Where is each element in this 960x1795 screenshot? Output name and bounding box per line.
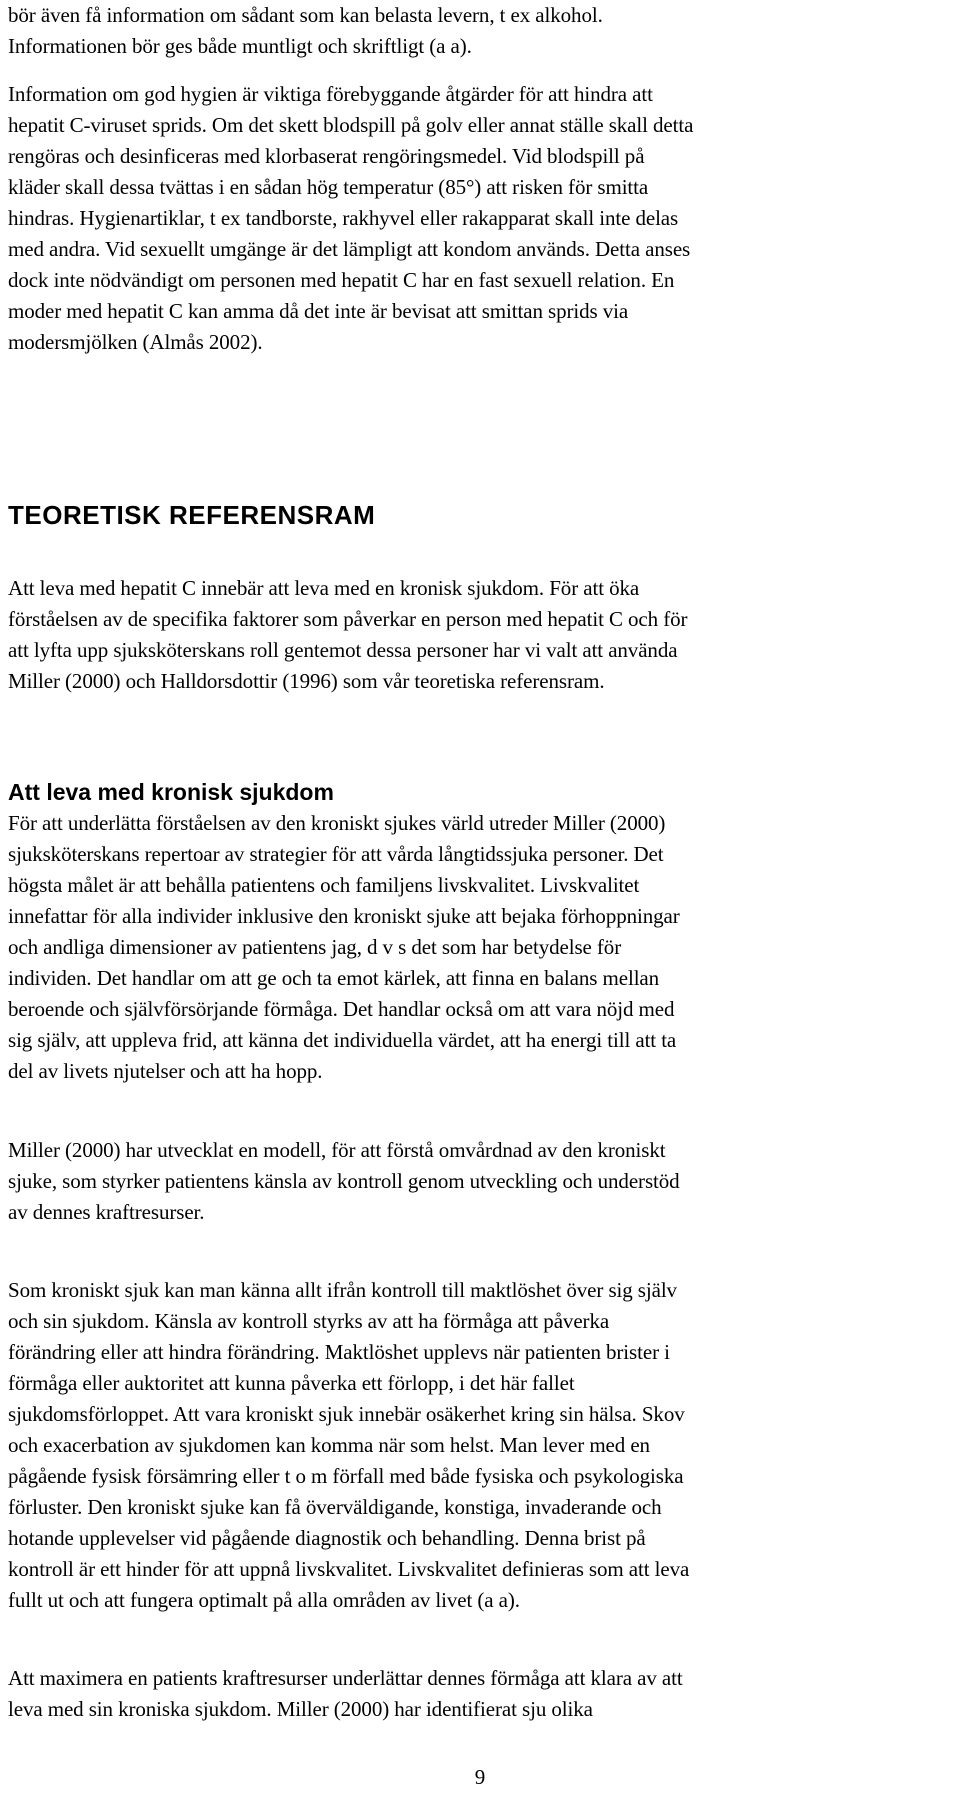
text-line: individen. Det handlar om att ge och ta emot kärlek, att finna en balans mellan xyxy=(8,966,660,990)
text-line: och sin sjukdom. Känsla av kontroll styrks av att ha förmåga att påverka xyxy=(8,1309,610,1333)
body-paragraph xyxy=(8,1275,956,1616)
text-line: kläder skall dessa tvättas i en sådan hög temperatur (85°) att risken för smitta xyxy=(8,175,649,199)
body-paragraph xyxy=(8,79,956,358)
text-line: Att maximera en patients kraftresurser underlättar dennes förmåga att klara av att xyxy=(8,1666,683,1690)
text-line: förmåga eller auktoritet att kunna påverka ett förlopp, i det här fallet xyxy=(8,1371,575,1395)
body-paragraph xyxy=(8,1663,956,1725)
text-line: Miller (2000) har utvecklat en modell, för att förstå omvårdnad av den kroniskt xyxy=(8,1138,666,1162)
section-heading: TEORETISK REFERENSRAM xyxy=(8,500,376,530)
text-line: modersmjölken (Almås 2002). xyxy=(8,330,263,354)
text-line: högsta målet är att behålla patientens och familjens livskvalitet. Livskvalitet xyxy=(8,873,640,897)
text-line: Informationen bör ges både muntligt och skriftligt (a a). xyxy=(8,34,472,58)
text-line: hotande upplevelser vid pågående diagnostik och behandling. Denna brist på xyxy=(8,1526,646,1550)
text-line: förståelsen av de specifika faktorer som påverkar en person med hepatit C och för xyxy=(8,607,688,631)
text-line: För att underlätta förståelsen av den kroniskt sjukes värld utreder Miller (2000) xyxy=(8,811,666,835)
text-line: kontroll är ett hinder för att uppnå livskvalitet. Livskvalitet definieras som att leva xyxy=(8,1557,690,1581)
text-line: och exacerbation av sjukdomen kan komma när som helst. Man lever med en xyxy=(8,1433,650,1457)
text-line: sjuke, som styrker patientens känsla av kontroll genom utveckling och understöd xyxy=(8,1169,680,1193)
text-line: rengöras och desinficeras med klorbaserat rengöringsmedel. Vid blodspill på xyxy=(8,144,645,168)
text-line: Att leva med hepatit C innebär att leva med en kronisk sjukdom. För att öka xyxy=(8,576,640,600)
text-line: och andliga dimensioner av patientens jag, d v s det som har betydelse för xyxy=(8,935,622,959)
text-line: leva med sin kroniska sjukdom. Miller (2000) har identifierat sju olika xyxy=(8,1697,593,1721)
page-number: 9 xyxy=(474,1765,486,1789)
text-line: bör även få information om sådant som kan belasta levern, t ex alkohol. xyxy=(8,3,603,27)
body-paragraph xyxy=(8,808,956,1087)
body-paragraph xyxy=(8,0,956,62)
text-line: sig själv, att uppleva frid, att känna det individuella värdet, att ha energi till att ta xyxy=(8,1028,677,1052)
body-paragraph xyxy=(8,1135,956,1228)
text-line: fullt ut och att fungera optimalt på alla områden av livet (a a). xyxy=(8,1588,520,1612)
text-line: med andra. Vid sexuellt umgänge är det lämpligt att kondom används. Detta anses xyxy=(8,237,691,261)
text-line: sjukdomsförloppet. Att vara kroniskt sjuk innebär osäkerhet kring sin hälsa. Skov xyxy=(8,1402,685,1426)
text-line: av dennes kraftresurser. xyxy=(8,1200,205,1224)
text-line: Som kroniskt sjuk kan man känna allt ifrån kontroll till maktlöshet över sig själv xyxy=(8,1278,677,1302)
text-line: moder med hepatit C kan amma då det inte är bevisat att smittan sprids via xyxy=(8,299,629,323)
text-line: Information om god hygien är viktiga förebyggande åtgärder för att hindra att xyxy=(8,82,653,106)
text-line: Miller (2000) och Halldorsdottir (1996) som vår teoretiska referensram. xyxy=(8,669,605,693)
section-intro-paragraph xyxy=(8,573,956,697)
text-line: sjuksköterskans repertoar av strategier för att vårda långtidssjuka personer. Det xyxy=(8,842,664,866)
text-line: hepatit C-viruset sprids. Om det skett blodspill på golv eller annat ställe skall detta xyxy=(8,113,694,137)
text-line: innefattar för alla individer inklusive den kroniskt sjuke att bejaka förhoppningar xyxy=(8,904,680,928)
text-line: hindras. Hygienartiklar, t ex tandborste, rakhyvel eller rakapparat skall inte delas xyxy=(8,206,679,230)
text-line: förändring eller att hindra förändring. Maktlöshet upplevs när patienten brister i xyxy=(8,1340,670,1364)
text-line: förluster. Den kroniskt sjuke kan få överväldigande, konstiga, invaderande och xyxy=(8,1495,662,1519)
text-line: dock inte nödvändigt om personen med hepatit C har en fast sexuell relation. En xyxy=(8,268,675,292)
subsection-heading: Att leva med kronisk sjukdom xyxy=(8,779,334,805)
text-line: pågående fysisk försämring eller t o m förfall med både fysiska och psykologiska xyxy=(8,1464,684,1488)
text-line: att lyfta upp sjuksköterskans roll gentemot dessa personer har vi valt att använda xyxy=(8,638,678,662)
text-line: del av livets njutelser och att ha hopp. xyxy=(8,1059,323,1083)
text-line: beroende och självförsörjande förmåga. Det handlar också om att vara nöjd med xyxy=(8,997,675,1021)
